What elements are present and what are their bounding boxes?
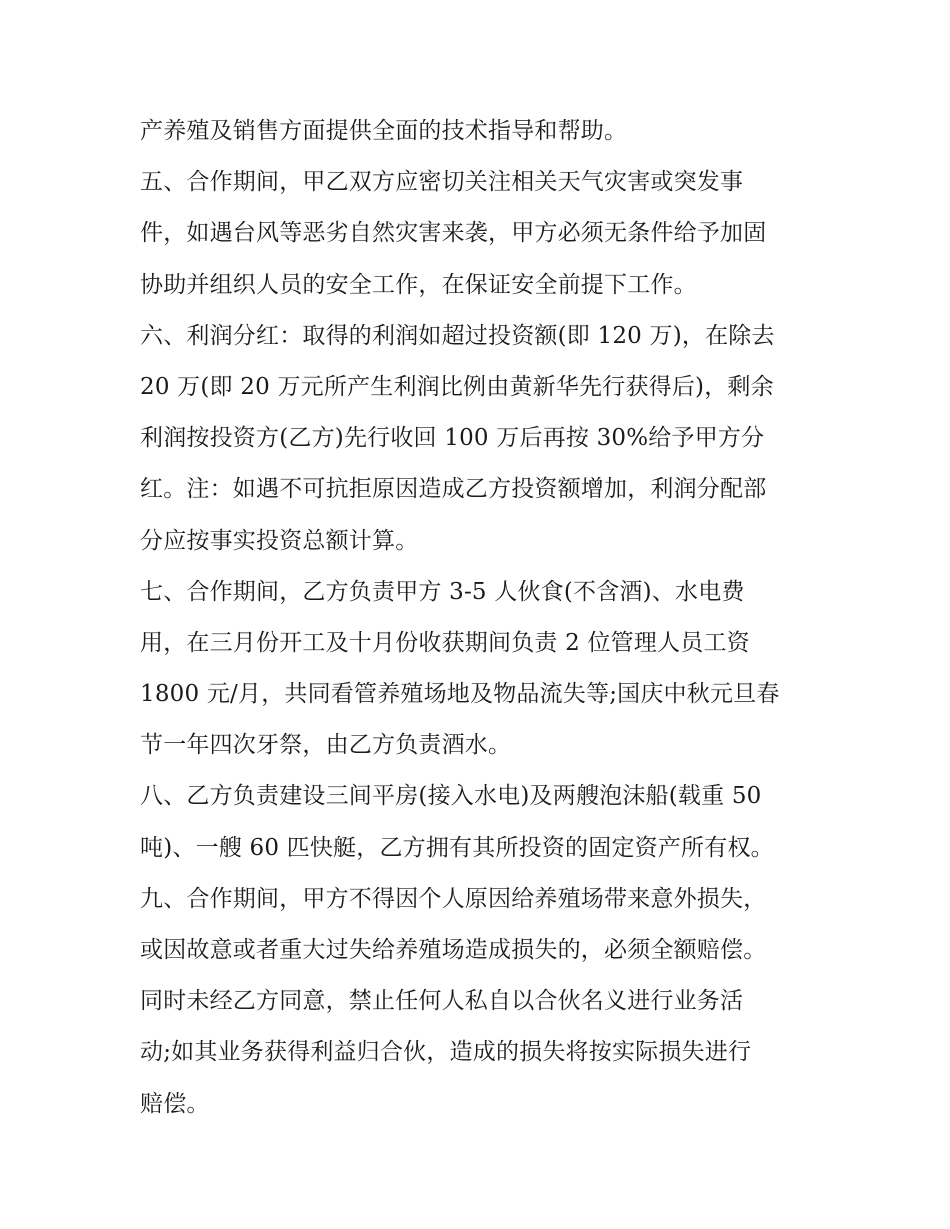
text-line-17: 或因故意或者重大过失给养殖场造成损失的，必须全额赔偿。 — [140, 937, 767, 963]
text-line-14: 八、乙方负责建设三间平房(接入水电)及两艘泡沫船(载重 50 — [140, 783, 762, 810]
text-line-13: 节一年四次牙祭，由乙方负责酒水。 — [140, 732, 512, 759]
text-line-15: 吨)、一艘 60 匹快艇，乙方拥有其所投资的固定资产所有权。 — [140, 834, 774, 861]
text-line-5: 六、利润分红：取得的利润如超过投资额(即 120 万)，在除去 — [140, 322, 775, 349]
text-line-7: 利润按投资方(乙方)先行收回 100 万后再按 30%给予甲方分 — [140, 425, 765, 452]
text-line-2: 五、合作期间，甲乙双方应密切关注相关天气灾害或突发事 — [140, 169, 744, 196]
text-line-4: 协助并组织人员的安全工作，在保证安全前提下工作。 — [140, 271, 697, 298]
text-line-19: 动;如其业务获得利益归合伙，造成的损失将按实际损失进行 — [140, 1039, 752, 1066]
text-line-20: 赔偿。 — [140, 1090, 210, 1117]
contract-body-text — [140, 106, 830, 1130]
text-line-3: 件，如遇台风等恶劣自然灾害来袭，甲方必须无条件给予加固 — [140, 220, 767, 247]
text-line-6: 20 万(即 20 万元所产生利润比例由黄新华先行获得后)，剩余 — [140, 373, 774, 400]
text-line-9: 分应按事实投资总额计算。 — [140, 527, 419, 554]
text-line-11: 用，在三月份开工及十月份收获期间负责 2 位管理人员工资 — [140, 629, 750, 656]
text-line-8: 红。注：如遇不可抗拒原因造成乙方投资额增加，利润分配部 — [140, 476, 767, 503]
text-line-12: 1800 元/月，共同看管养殖场地及物品流失等;国庆中秋元旦春 — [140, 681, 780, 708]
text-line-10: 七、合作期间，乙方负责甲方 3-5 人伙食(不含酒)、水电费 — [140, 578, 745, 605]
text-line-18: 同时未经乙方同意，禁止任何人私自以合伙名义进行业务活 — [140, 988, 744, 1015]
text-line-1: 产养殖及销售方面提供全面的技术指导和帮助。 — [140, 118, 628, 144]
text-line-16: 九、合作期间，甲方不得因个人原因给养殖场带来意外损失， — [140, 885, 767, 912]
